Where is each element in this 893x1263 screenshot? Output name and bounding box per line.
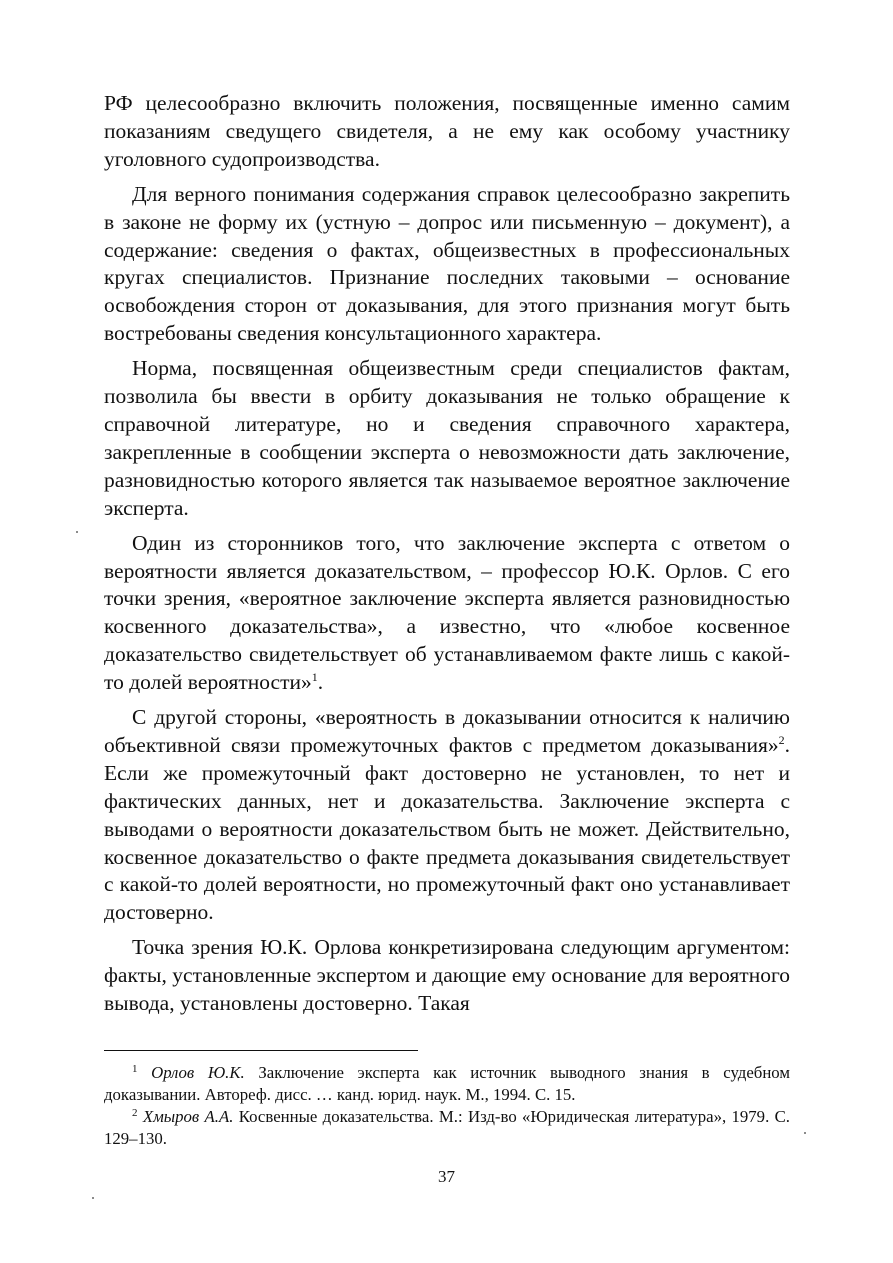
footnote-2-author: Хмыров А.А. — [142, 1107, 234, 1126]
paragraph-2: Для верного понимания содержания справок целесообразно закрепить в законе не форму их (устную – допрос или письменную – документ), а содержание: сведения о фактах, общеизвестных в профессиональных кругах специалистов. Признание последних таковыми – основание освобождения сторон от доказывания, для этого признания могут быть востребованы сведения консультационного характера. — [104, 181, 790, 346]
page-number: 37 — [438, 1167, 455, 1186]
footnote-ref-1: 1 — [311, 670, 318, 685]
paragraph-4-text: Один из сторонников того, что заключение эксперта с ответом о вероятности является доказательством, – профессор Ю.К. Орлов. С его точки зрения, «вероятное заключение эксперта является разновидностью косвенного доказательства», а известно, что «любое косвенное доказательство свидетельствует об устанавливаемом факте лишь с какой-то долей вероятности» — [104, 530, 790, 695]
footnote-1 — [104, 1062, 790, 1106]
footnote-2 — [104, 1106, 790, 1150]
scan-speck — [92, 1197, 94, 1199]
scan-speck — [76, 531, 78, 533]
paragraph-3: Норма, посвященная общеизвестным среди специалистов фактам, позволила бы ввести в орбиту доказывания не только обращение к справочной литературе, но и сведения справочного характера, закрепленные в сообщении эксперта о невозможности дать заключение, разновидностью которого является так называемое вероятное заключение эксперта. — [104, 356, 790, 520]
paragraph-5-rest: . Если же промежуточный факт достоверно не установлен, то нет и фактических данных, нет и доказательства. Заключение эксперта с выводами о вероятности доказательством быть не может. Действительно, косвенное доказательство о факте предмета доказывания свидетельствует с какой-то долей вероятности, но промежуточный факт оно устанавливает достоверно. — [104, 732, 790, 925]
paragraph-6: Точка зрения Ю.К. Орлова конкретизирована следующим аргументом: факты, установленные экспертом и дающие ему основание для вероятного вывода, установлены достоверно. Такая — [104, 935, 790, 1016]
footnote-ref-2: 2 — [778, 732, 785, 747]
footnote-mark-1: 1 — [132, 1063, 138, 1075]
scan-speck — [804, 1132, 806, 1134]
footnote-separator — [104, 1050, 418, 1051]
paragraph-5-text: С другой стороны, «вероятность в доказывании относится к наличию объективной связи промежуточных фактов с предметом доказывания» — [104, 705, 790, 757]
footnote-2-text: Косвенные доказательства. М.: Изд-во «Юридическая литература», 1979. С. 129–130. — [104, 1107, 790, 1148]
main-text — [104, 90, 790, 1018]
footnote-mark-2: 2 — [132, 1107, 138, 1119]
paragraph-4-end: . — [317, 670, 324, 695]
footnote-1-text: Заключение эксперта как источник выводного знания в судебном доказывании. Автореф. дисс. … канд. юрид. наук. М., 1994. С. 15. — [104, 1063, 790, 1104]
paragraph-1: РФ целесообразно включить положения, посвященные именно самим показаниям сведущего свидетеля, а не ему как особому участнику уголовного судопроизводства. — [104, 91, 790, 171]
footnotes — [104, 1062, 790, 1150]
footnote-1-author: Орлов Ю.К. — [151, 1063, 245, 1082]
paragraph-4 — [104, 530, 790, 697]
paragraph-5 — [104, 704, 790, 927]
